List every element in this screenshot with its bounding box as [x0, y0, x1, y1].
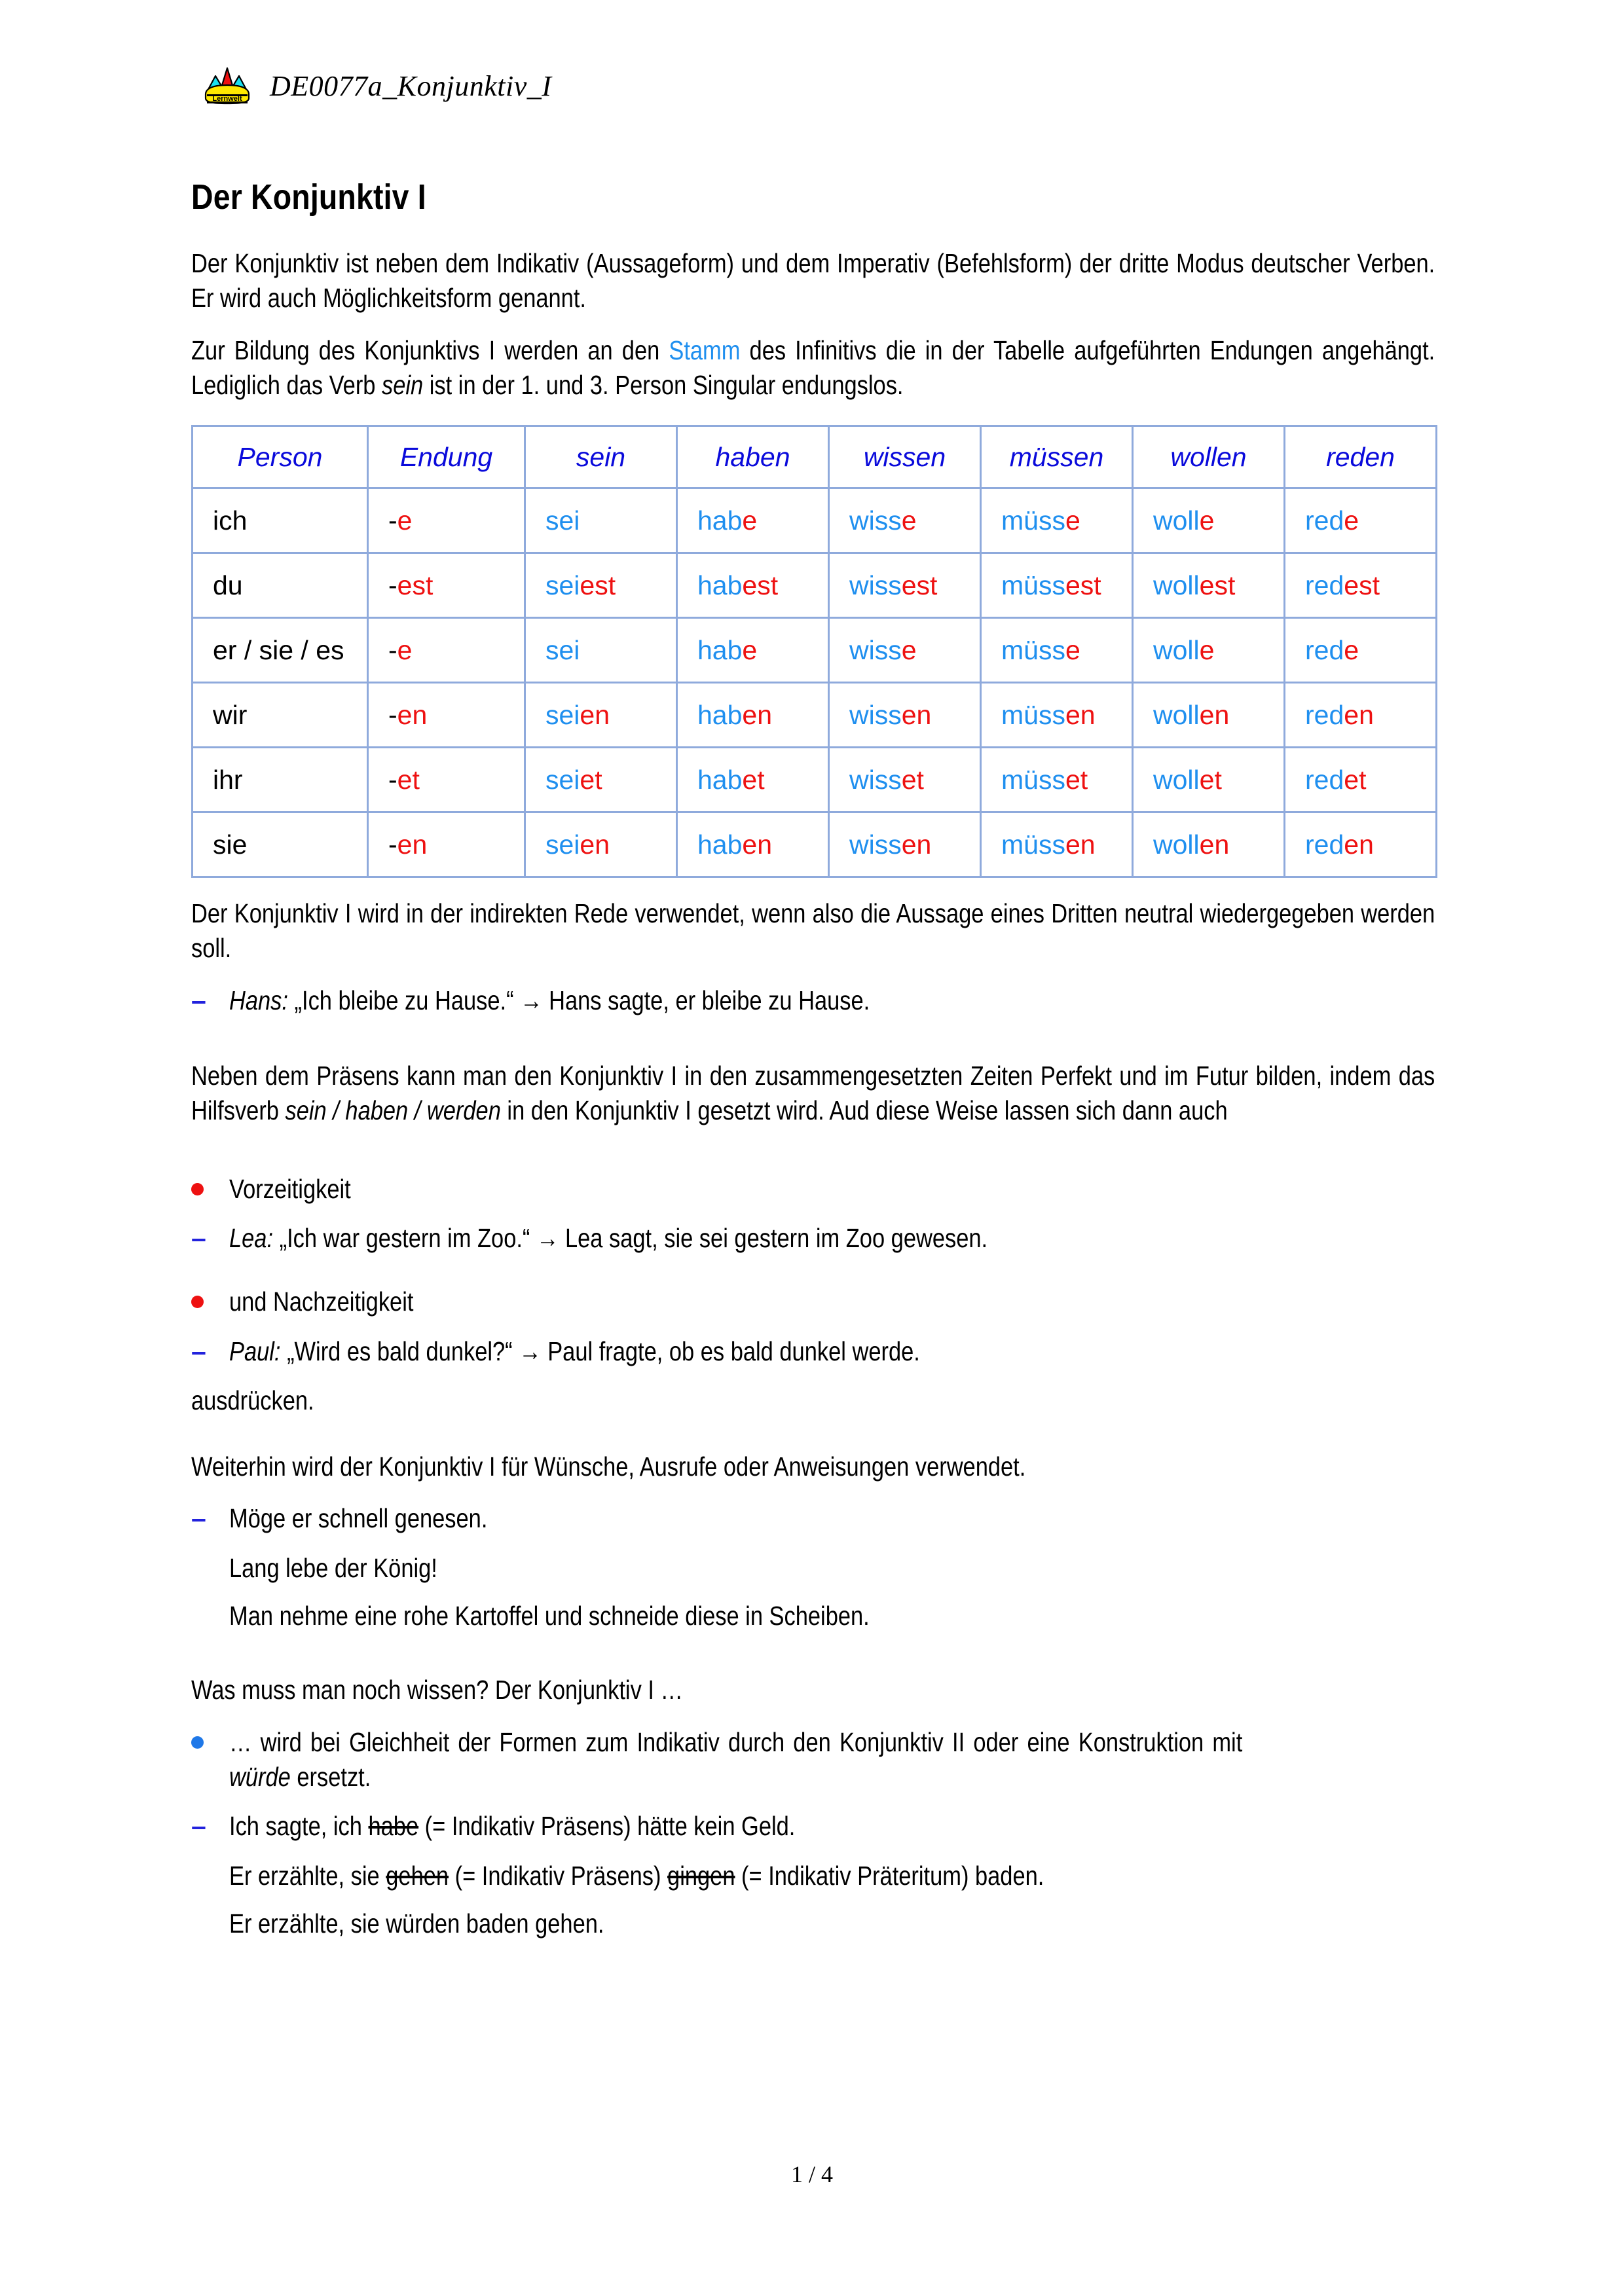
- verb-ending: e: [1344, 505, 1359, 536]
- table-header-person: Person: [193, 426, 368, 488]
- example-lea: [191, 1221, 1435, 1256]
- verb-ending: est: [742, 570, 779, 600]
- verb-stem: sei: [545, 829, 580, 860]
- verb-ending: en: [742, 829, 773, 860]
- table-header-row: [193, 426, 1437, 488]
- table-cell-person: du: [193, 553, 368, 618]
- example-lea-speaker: Lea:: [229, 1222, 274, 1253]
- verb-ending: en: [580, 829, 610, 860]
- verb-ending: en: [901, 829, 932, 860]
- endung-suffix: est: [397, 570, 434, 600]
- verb-ending: e: [1199, 634, 1215, 665]
- table-cell-verb: [677, 812, 829, 877]
- table-cell-verb: [981, 812, 1133, 877]
- table-cell-verb: [1133, 748, 1285, 812]
- verb-stem: wiss: [849, 505, 902, 536]
- spacer: [191, 1435, 1435, 1449]
- verb-stem: müss: [1001, 699, 1065, 730]
- example-lea-text: „Ich war gestern im Zoo.“ → Lea sagt, sie sei gestern im Zoo gewesen.: [273, 1222, 988, 1253]
- verb-ending: e: [1065, 505, 1080, 536]
- table-cell-verb: [525, 748, 677, 812]
- verb-stem: hab: [697, 634, 743, 665]
- table-row: [193, 618, 1437, 683]
- verb-ending: et: [901, 764, 924, 795]
- verb-stem: müss: [1001, 570, 1065, 600]
- verb-stem: woll: [1153, 570, 1200, 600]
- dash-marker-icon: –: [191, 1503, 206, 1534]
- table-cell-verb: [1285, 683, 1437, 748]
- table-cell-verb: [1285, 812, 1437, 877]
- verb-stem: woll: [1153, 699, 1200, 730]
- table-cell-verb: [981, 488, 1133, 553]
- verb-ending: en: [1199, 699, 1230, 730]
- rule-text-part-b: ersetzt.: [290, 1761, 371, 1792]
- verb-ending: e: [742, 634, 758, 665]
- verb-stem: müss: [1001, 634, 1065, 665]
- document-header: [203, 65, 551, 106]
- verb-stem: red: [1305, 570, 1344, 600]
- verb-stem: wiss: [849, 699, 902, 730]
- intro-p2-part-a: Zur Bildung des Konjunktivs I werden an den: [191, 335, 669, 365]
- body-paragraph-6: Was muss man noch wissen? Der Konjunktiv I …: [191, 1675, 683, 1705]
- verb-stem: red: [1305, 699, 1344, 730]
- table-cell-verb: [1285, 748, 1437, 812]
- rule-bullet-item: [191, 1725, 1435, 1795]
- table-header-sein: sein: [525, 426, 677, 488]
- table-header-reden: reden: [1285, 426, 1437, 488]
- table-cell-verb: [677, 618, 829, 683]
- endung-dash: -: [388, 699, 397, 730]
- bullet-nachzeitigkeit-label: und Nachzeitigkeit: [229, 1286, 414, 1317]
- verb-ending: en: [901, 699, 932, 730]
- page-title: Der Konjunktiv I: [191, 177, 426, 217]
- verb-stem: red: [1305, 634, 1344, 665]
- verb-ending: en: [1065, 699, 1096, 730]
- table-cell-verb: [981, 748, 1133, 812]
- wish-item-1-text: Möge er schnell genesen.: [229, 1503, 488, 1534]
- table-header-endung: Endung: [368, 426, 525, 488]
- rule-ex2-strikethrough-2: gingen: [667, 1860, 735, 1891]
- svg-text:Lernwelt: Lernwelt: [212, 95, 242, 103]
- red-bullet-icon: [191, 1285, 229, 1319]
- verb-ending: et: [742, 764, 765, 795]
- body-paragraph-4: [191, 1059, 1435, 1129]
- verb-stem: red: [1305, 829, 1344, 860]
- verb-stem: hab: [697, 505, 743, 536]
- konjunktiv-i-conjugation-table: [191, 425, 1437, 878]
- table-cell-verb: [829, 683, 981, 748]
- verb-stem: woll: [1153, 829, 1200, 860]
- verb-ending: est: [901, 570, 938, 600]
- document-content: [191, 177, 1435, 1954]
- example-paul: [191, 1334, 1435, 1369]
- rule-example-3: [229, 1906, 1435, 1941]
- spacer: [191, 1270, 1435, 1285]
- table-cell-verb: [1133, 683, 1285, 748]
- verb-stem: hab: [697, 764, 743, 795]
- rule-ex2-part-a: Er erzählte, sie: [229, 1860, 386, 1891]
- endung-dash: -: [388, 829, 397, 860]
- verb-ending: e: [1344, 634, 1359, 665]
- verb-ending: et: [1344, 764, 1367, 795]
- table-row: [193, 683, 1437, 748]
- table-cell-verb: [525, 553, 677, 618]
- lernwelt-logo-icon: [203, 65, 251, 106]
- table-cell-verb: [677, 748, 829, 812]
- wish-item-2: [229, 1551, 1435, 1586]
- verb-stem: sei: [545, 634, 580, 665]
- example-hans: [191, 983, 1435, 1018]
- verb-ending: est: [1199, 570, 1236, 600]
- verb-ending: et: [580, 764, 602, 795]
- verb-ending: en: [742, 699, 773, 730]
- verb-stem: hab: [697, 829, 743, 860]
- table-cell-verb: [981, 618, 1133, 683]
- rule-example-1: [191, 1809, 1435, 1844]
- verb-stem: hab: [697, 699, 743, 730]
- table-cell-verb: [981, 683, 1133, 748]
- bullet-vorzeitigkeit: [191, 1172, 1435, 1207]
- red-bullet-icon: [191, 1172, 229, 1207]
- spacer: [191, 1647, 1435, 1673]
- ausdruecken-line: ausdrücken.: [191, 1385, 314, 1415]
- table-cell-person: er / sie / es: [193, 618, 368, 683]
- table-row: [193, 553, 1437, 618]
- verb-stem: sei: [545, 764, 580, 795]
- intro-paragraph-2: [191, 333, 1435, 403]
- verb-stem: woll: [1153, 764, 1200, 795]
- verb-stem: sei: [545, 570, 580, 600]
- rule-ex1-part-b: (= Indikativ Präsens) hätte kein Geld.: [418, 1811, 796, 1842]
- body-paragraph-5: Weiterhin wird der Konjunktiv I für Wünsche, Ausrufe oder Anweisungen verwendet.: [191, 1451, 1026, 1482]
- table-cell-verb: [525, 618, 677, 683]
- verb-ending: est: [1344, 570, 1380, 600]
- verb-stem: sei: [545, 699, 580, 730]
- stamm-highlight: Stamm: [669, 335, 741, 365]
- example-paul-text: „Wird es bald dunkel?“ → Paul fragte, ob es bald dunkel werde.: [280, 1336, 920, 1366]
- verb-stem: red: [1305, 764, 1344, 795]
- verb-ending: e: [1199, 505, 1215, 536]
- table-cell-verb: [677, 683, 829, 748]
- verb-ending: e: [742, 505, 758, 536]
- table-cell-verb: [829, 618, 981, 683]
- table-body: [193, 488, 1437, 877]
- endung-suffix: et: [397, 764, 420, 795]
- table-cell-person: ich: [193, 488, 368, 553]
- wish-item-1: [191, 1501, 1435, 1536]
- table-cell-endung: [368, 488, 525, 553]
- table-cell-person: sie: [193, 812, 368, 877]
- verb-ending: e: [901, 505, 917, 536]
- verb-ending: en: [1344, 829, 1374, 860]
- table-cell-verb: [829, 553, 981, 618]
- verb-ending: e: [901, 634, 917, 665]
- verb-stem: müss: [1001, 764, 1065, 795]
- dash-marker-icon: –: [191, 1222, 206, 1253]
- table-cell-verb: [525, 812, 677, 877]
- table-cell-endung: [368, 812, 525, 877]
- example-paul-speaker: Paul:: [229, 1336, 281, 1366]
- verb-stem: wiss: [849, 634, 902, 665]
- table-cell-verb: [1133, 488, 1285, 553]
- verb-stem: müss: [1001, 829, 1065, 860]
- endung-suffix: e: [397, 634, 413, 665]
- dash-marker-icon: –: [191, 1336, 206, 1366]
- body-paragraph-3: Der Konjunktiv I wird in der indirekten Rede verwendet, wenn also die Aussage eines Dritten neutral wiedergegeben werden soll.: [191, 898, 1435, 964]
- endung-dash: -: [388, 570, 397, 600]
- footer-page-number: 1 / 4: [790, 2161, 833, 2187]
- verb-ending: e: [1065, 634, 1080, 665]
- wish-item-3: [229, 1599, 1435, 1633]
- header-document-code: DE0077a_Konjunktiv_I: [270, 69, 552, 102]
- endung-dash: -: [388, 764, 397, 795]
- table-header-haben: haben: [677, 426, 829, 488]
- rule-example-2: [229, 1859, 1435, 1893]
- spacer: [191, 1146, 1435, 1172]
- endung-suffix: en: [397, 699, 428, 730]
- verb-stem: woll: [1153, 505, 1200, 536]
- dash-marker-icon: –: [191, 985, 206, 1015]
- intro-paragraph-1: Der Konjunktiv ist neben dem Indikativ (Aussageform) und dem Imperativ (Befehlsform) der dritte Modus deutscher Verben. Er wird auch Möglichkeitsform genannt.: [191, 248, 1435, 314]
- intro-p2-part-b: des Infinitivs die in der Tabelle aufgeführten Endungen angehängt. Lediglich das Verb: [191, 335, 1435, 400]
- table-cell-endung: [368, 748, 525, 812]
- verb-stem: woll: [1153, 634, 1200, 665]
- table-cell-verb: [829, 812, 981, 877]
- blue-bullet-icon: [191, 1725, 229, 1760]
- rule-ex2-strikethrough-1: gehen: [386, 1860, 449, 1891]
- verb-ending: en: [1344, 699, 1374, 730]
- body-p4-part-b: in den Konjunktiv I gesetzt wird. Aud diese Weise lassen sich dann auch: [500, 1095, 1228, 1126]
- wuerde-italic: würde: [229, 1761, 291, 1792]
- table-cell-endung: [368, 553, 525, 618]
- example-hans-speaker: Hans:: [229, 985, 288, 1015]
- table-header-muessen: müssen: [981, 426, 1133, 488]
- table-cell-endung: [368, 683, 525, 748]
- verb-ending: en: [1065, 829, 1096, 860]
- table-cell-verb: [981, 553, 1133, 618]
- verb-ending: en: [1199, 829, 1230, 860]
- table-cell-verb: [1133, 618, 1285, 683]
- table-cell-verb: [525, 683, 677, 748]
- verb-ending: est: [1065, 570, 1101, 600]
- table-header-wollen: wollen: [1133, 426, 1285, 488]
- spacer: [191, 1032, 1435, 1059]
- table-cell-verb: [677, 488, 829, 553]
- bullet-nachzeitigkeit: [191, 1285, 1435, 1319]
- verb-stem: hab: [697, 570, 743, 600]
- verb-ending: en: [580, 699, 610, 730]
- verb-stem: red: [1305, 505, 1344, 536]
- bullet-vorzeitigkeit-label: Vorzeitigkeit: [229, 1173, 351, 1204]
- verb-ending: et: [1199, 764, 1222, 795]
- wish-item-2-text: Lang lebe der König!: [229, 1552, 437, 1583]
- rule-text-part-a: … wird bei Gleichheit der Formen zum Indikativ durch den Konjunktiv II oder eine Konstruktion mit: [229, 1726, 1243, 1757]
- table-cell-verb: [829, 748, 981, 812]
- table-row: [193, 812, 1437, 877]
- rule-ex1-part-a: Ich sagte, ich: [229, 1811, 369, 1842]
- table-cell-endung: [368, 618, 525, 683]
- rule-ex2-part-c: (= Indikativ Präteritum) baden.: [735, 1860, 1044, 1891]
- table-cell-verb: [677, 553, 829, 618]
- hilfsverb-italic: sein / haben / werden: [285, 1095, 501, 1126]
- table-row: [193, 748, 1437, 812]
- endung-dash: -: [388, 634, 397, 665]
- table-header-wissen: wissen: [829, 426, 981, 488]
- table-cell-verb: [1133, 812, 1285, 877]
- example-hans-text: „Ich bleibe zu Hause.“ → Hans sagte, er bleibe zu Hause.: [287, 985, 870, 1015]
- endung-dash: -: [388, 505, 397, 536]
- table-cell-verb: [1285, 488, 1437, 553]
- body-p4-part-a: Neben dem Präsens kann man den Konjunktiv I in den zusammengesetzten Zeiten Perfekt und im Futur bilden, indem das Hilfsverb: [191, 1061, 1435, 1126]
- rule-ex3-text: Er erzählte, sie würden baden gehen.: [229, 1908, 604, 1939]
- rule-ex1-strikethrough: habe: [368, 1811, 419, 1842]
- verb-stem: müss: [1001, 505, 1065, 536]
- verb-stem: wiss: [849, 570, 902, 600]
- endung-suffix: e: [397, 505, 413, 536]
- table-row: [193, 488, 1437, 553]
- table-cell-verb: [525, 488, 677, 553]
- table-cell-person: wir: [193, 683, 368, 748]
- intro-p2-part-c: ist in der 1. und 3. Person Singular endungslos.: [423, 369, 904, 400]
- table-cell-verb: [1133, 553, 1285, 618]
- dash-marker-icon: –: [191, 1811, 206, 1842]
- table-cell-person: ihr: [193, 748, 368, 812]
- conjugation-table-wrapper: [191, 425, 1435, 878]
- table-cell-verb: [1285, 618, 1437, 683]
- verb-ending: est: [580, 570, 616, 600]
- verb-stem: wiss: [849, 764, 902, 795]
- sein-italic: sein: [382, 369, 424, 400]
- rule-ex2-part-b: (= Indikativ Präsens): [449, 1860, 668, 1891]
- verb-stem: sei: [545, 505, 580, 536]
- table-cell-verb: [1285, 553, 1437, 618]
- verb-ending: et: [1065, 764, 1088, 795]
- wish-item-3-text: Man nehme eine rohe Kartoffel und schneide diese in Scheiben.: [229, 1601, 870, 1631]
- verb-stem: wiss: [849, 829, 902, 860]
- endung-suffix: en: [397, 829, 428, 860]
- table-cell-verb: [829, 488, 981, 553]
